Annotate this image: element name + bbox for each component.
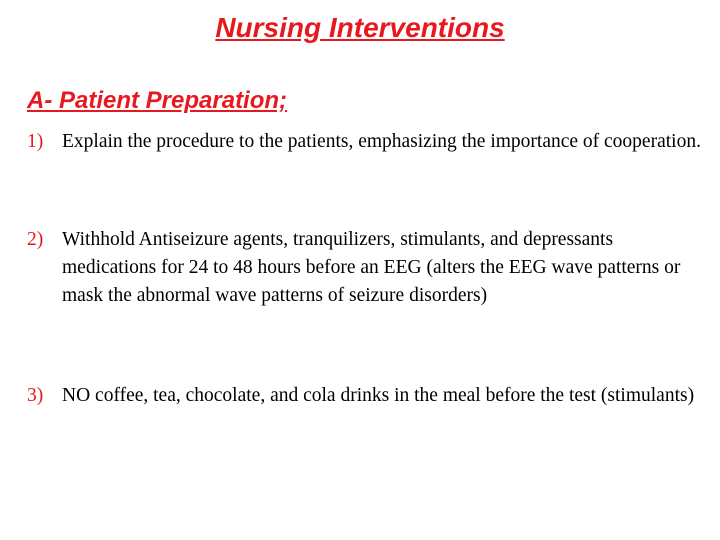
list-item bbox=[27, 128, 707, 156]
list-item-number: 2) bbox=[27, 229, 44, 250]
list-item bbox=[27, 226, 707, 310]
slide-title: Nursing Interventions bbox=[215, 12, 505, 43]
list-item bbox=[27, 382, 707, 410]
list-item-number: 1) bbox=[27, 131, 44, 152]
list-item-text: Explain the procedure to the patients, emphasizing the importance of cooperation. bbox=[62, 131, 701, 152]
list-item-text: Withhold Antiseizure agents, tranquilizers, stimulants, and depressants medications for 24 to 48 hours before an EEG (alters the EEG wave patterns or mask the abnormal wave patterns of seizure disorders) bbox=[62, 229, 681, 306]
list-item-number: 3) bbox=[27, 385, 44, 406]
list-item-text: NO coffee, tea, chocolate, and cola drinks in the meal before the test (stimulants) bbox=[62, 385, 695, 406]
section-heading: A- Patient Preparation; bbox=[27, 87, 288, 114]
